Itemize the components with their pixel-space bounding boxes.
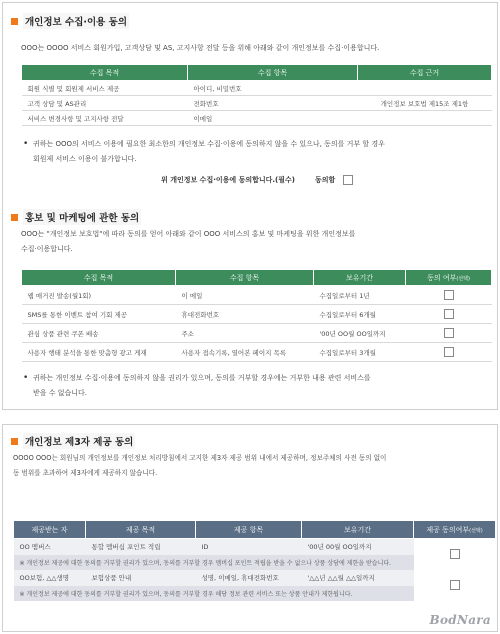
header-retention: 보유기간 [302,521,414,539]
section1-intro: OOO는 OOOO 서비스 회원가입, 고객상담 및 AS, 고지사항 전달 등을 위해 아래와 같이 개인정보를 수집·이용합니다. [21,44,380,52]
collection-table-wrap [21,64,491,126]
section3-intro [13,451,493,481]
table-cell: OO 멤버스 [14,539,86,555]
table-cell [414,570,496,601]
agree-label: 동의함 [314,176,336,184]
table-row [22,324,492,343]
notice-line: • 귀하는 OOO의 서비스 이용에 필요한 최소한의 개인정보 수집·이용에 동의하지 않을 수 있으나, 동의를 거부 할 경우 [23,137,493,152]
table-cell: '00년 OO월 OO일까지 [314,324,406,343]
table-row [22,286,492,305]
header-consent-label: 제공 동의여부 [426,525,470,534]
table-cell [406,324,492,343]
table-cell: 통합 멤버십 포인트 적립 [86,539,196,555]
agree-question: 위 개인정보 수집·이용에 동의합니다.(필수) [161,176,295,184]
table-note: ※ 개인정보 제공에 대한 동의를 거부할 권리가 있으며, 동의를 거부할 경우 해당 정보 관련 서비스 또는 상품 안내가 제한됩니다. [14,586,414,601]
agree-required-checkbox[interactable] [343,175,353,185]
consent-panel-main [2,2,498,410]
section1-title [11,13,129,29]
table-cell-legal-basis: 개인정보 보호법 제15조 제1항 [358,96,492,111]
intro-line: OOOO OOO는 회원님의 개인정보를 개인정보 처리방침에서 고지한 제3자 제공 범위 내에서 제공하며, 정보주체의 사전 동의 없이 [13,454,387,462]
orange-square-icon [11,438,18,445]
section2-notice [23,371,493,401]
header-items: 제공 항목 [196,521,302,539]
table-row [14,539,496,555]
table-cell: 수집일로부터 3개월 [314,343,406,362]
notice-line: • 귀하는 개인정보 수집·이용에 동의하지 않을 권리가 있으며, 동의를 거부할 경우에는 거부한 내용 관련 서비스를 [23,371,493,386]
header-recipient: 제공받는 자 [14,521,86,539]
header-consent [406,270,492,286]
table-cell: 회원 식별 및 회원제 서비스 제공 [22,81,188,96]
third-party-table [13,520,496,601]
table-row [22,96,492,111]
header-items: 수집 항목 [188,65,358,81]
header-consent-label: 동의 여부 [427,273,457,282]
table-cell: ID [196,539,302,555]
section1-notice [23,137,493,167]
table-cell: OO보험, △△생명 [14,570,86,586]
section1-title-text: 개인정보 수집·이용 동의 [23,13,129,29]
table-cell: 사용자 행태 분석을 통한 맞춤형 광고 게재 [22,343,176,362]
intro-line: 수집·이용합니다. [21,245,73,253]
required-agree-row [161,175,353,185]
third-party-consent-checkbox[interactable] [450,549,460,559]
table-row [14,570,496,586]
table-cell: '00년 00월 OO일까지 [302,539,414,555]
orange-square-icon [11,214,18,221]
table-header-row [14,521,496,539]
header-optional-note: (선택) [456,275,470,282]
table-cell: 주소 [176,324,314,343]
table-note: ※ 개인정보 제공에 대한 동의를 거부할 권리가 있으며, 동의를 거부할 경우 멤버십 포인트 적립을 받을 수 없으나 상품 상담에 제한을 받습니다. [14,555,414,570]
table-cell: 웹 매거진 발송(월1회) [22,286,176,305]
table-cell: 전화번호 [188,96,358,111]
header-consent [414,521,496,539]
table-cell: 고객 상담 및 AS관리 [22,96,188,111]
orange-square-icon [11,18,18,25]
table-cell: 이메일 [188,111,358,126]
header-purpose: 수집 목적 [22,65,188,81]
intro-line: 동 범위를 초과하여 제3자에게 제공하지 않습니다. [13,469,158,477]
table-cell [406,286,492,305]
marketing-consent-checkbox[interactable] [444,290,454,300]
table-cell: '△△년 △△월 △△일까지 [302,570,414,586]
table-row [22,111,492,126]
table-cell: SMS를 통한 이벤트 참여 기회 제공 [22,305,176,324]
notice-line: 회원제 서비스 이용이 불가합니다. [33,155,137,163]
section2-title-text: 홍보 및 마케팅에 관한 동의 [23,209,141,225]
header-retention: 보유기간 [314,270,406,286]
table-row [22,343,492,362]
table-cell: 수집일로부터 6개월 [314,305,406,324]
section3-title-text: 개인정보 제3자 제공 동의 [23,433,135,449]
table-cell [406,305,492,324]
third-party-consent-checkbox[interactable] [450,580,460,590]
table-cell: 성명, 이메일, 휴대전화번호 [196,570,302,586]
marketing-consent-checkbox[interactable] [444,347,454,357]
table-cell: 수집일로부터 1년 [314,286,406,305]
section3-title [11,433,135,449]
table-cell: 서비스 변경사항 및 고지사항 전달 [22,111,188,126]
collection-table [21,64,492,126]
table-cell [406,343,492,362]
header-basis: 수집 근거 [358,65,492,81]
table-header-row [22,270,492,286]
table-cell [414,539,496,570]
marketing-consent-checkbox[interactable] [444,309,454,319]
table-cell: 휴대전화번호 [176,305,314,324]
header-optional-note: (선택) [469,527,483,534]
table-cell [358,81,492,96]
table-header-row [22,65,492,81]
header-purpose: 수집 목적 [22,270,176,286]
table-cell: 사용자 접속기록, 열어본 페이지 목록 [176,343,314,362]
third-party-table-wrap [13,520,495,601]
table-cell: 관심 상품 관련 쿠폰 배송 [22,324,176,343]
table-cell [358,111,492,126]
third-party-panel [2,424,498,632]
header-purpose: 제공 목적 [86,521,196,539]
table-cell: 이 메일 [176,286,314,305]
bodnara-watermark-logo: BodNara [429,613,491,627]
marketing-table-wrap [21,269,491,362]
marketing-table [21,269,492,362]
table-row [22,81,492,96]
table-cell: 보험상품 안내 [86,570,196,586]
header-items: 수집 항목 [176,270,314,286]
intro-line: OOO는 "개인정보 보호법"에 따라 동의를 얻어 아래와 같이 OOO 서비스의 홍보 및 마케팅을 위한 개인정보를 [21,230,356,238]
table-row [22,305,492,324]
section2-title [11,209,141,225]
section2-intro [21,227,491,257]
marketing-consent-checkbox[interactable] [444,328,454,338]
table-cell: 아이디, 비밀번호 [188,81,358,96]
notice-line: 받을 수 없습니다. [33,389,88,397]
